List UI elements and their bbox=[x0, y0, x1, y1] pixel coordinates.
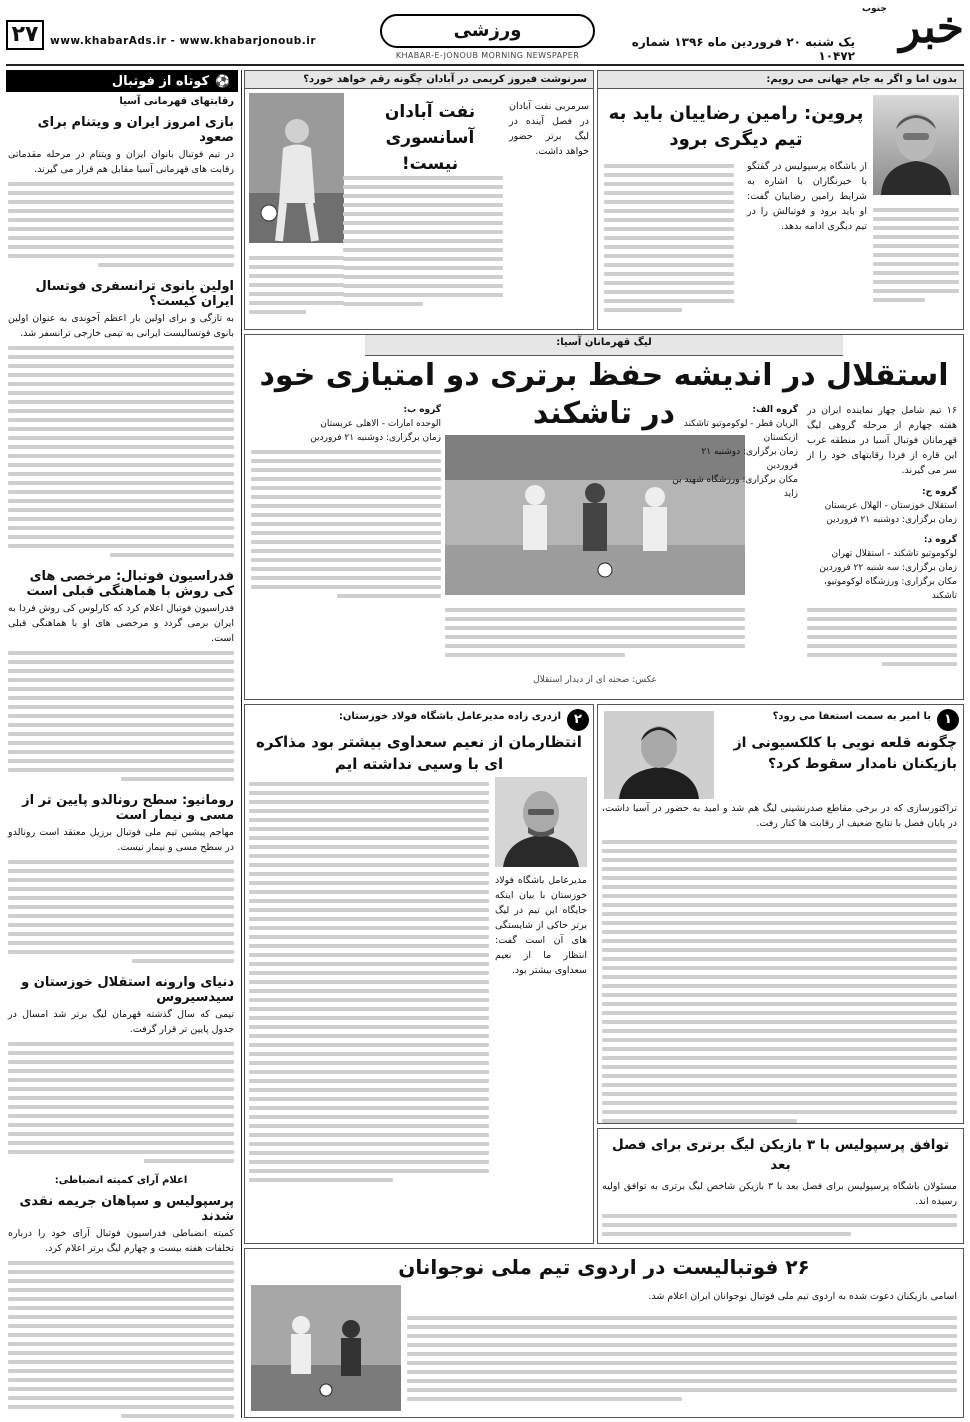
sidebar-text-lines-6 bbox=[8, 1261, 234, 1418]
karimi-photo bbox=[249, 93, 344, 243]
story-4-text-lines bbox=[407, 1311, 957, 1406]
main-right-text-lines bbox=[807, 608, 957, 666]
top-middle-body: سرمربی نفت آبادان در فصل آینده در لیگ برتر حضور خواهد داشت. bbox=[509, 101, 589, 157]
sidebar-body-1: در تیم فوتبال بانوان ایران و ویتنام در مرحله مقدماتی رقابت های قهرمانی آسیا مقابل هم قرار می گیرند. bbox=[8, 149, 234, 175]
page-number-box bbox=[6, 20, 44, 50]
sidebar-headline-4: رومانیو: سطح رونالدو پایین تر از مسی و نیمار است bbox=[22, 793, 234, 823]
masthead-rule bbox=[6, 64, 964, 66]
story-2-kicker: ازدری زاده مدیرعامل باشگاه فولاد خوزستان: bbox=[338, 711, 561, 722]
sidebar-divider bbox=[241, 70, 242, 1418]
sidebar-kicker-1: رقابتهای قهرمانی آسیا bbox=[119, 96, 234, 107]
group-b-line-1: الوحده امارات - الاهلی عربستان bbox=[320, 419, 441, 429]
group-c-line-2: زمان برگزاری: دوشنبه ۲۱ فروردین bbox=[826, 515, 957, 525]
main-left-text-lines bbox=[251, 450, 441, 598]
story-3-text-lines bbox=[602, 1209, 957, 1241]
websites[interactable]: www.khabarAds.ir - www.khabarjonoub.ir bbox=[50, 35, 317, 47]
story-main bbox=[244, 334, 964, 700]
sidebar-title: کوتاه از فوتبال bbox=[111, 73, 210, 89]
main-bottom-text-lines bbox=[445, 603, 745, 662]
logo[interactable] bbox=[860, 4, 964, 62]
group-a-title: گروه الف: bbox=[752, 405, 798, 415]
story-2-headline: انتظارمان از نعیم سعداوی بیشتر بود مذاکره ای با وسیی نداشته ایم bbox=[256, 733, 582, 773]
group-b-line-2: زمان برگزاری: دوشنبه ۲۱ فروردین bbox=[310, 433, 441, 443]
main-groups-left bbox=[251, 403, 441, 603]
story-2-body: مدیرعامل باشگاه فولاد خوزستان با بیان اینکه جایگاه این تیم در لیگ برتر حاکی از شایستگی های آن است گفت: انتظار ما از نعیم سعداوی بیشتر بود. bbox=[495, 875, 587, 976]
story-4-headline: ۲۶ فوتبالیست در اردوی تیم ملی نوجوانان bbox=[398, 1255, 810, 1279]
group-a-line-3: مکان برگزاری: ورزشگاه شهید بن زاید bbox=[672, 475, 798, 499]
sidebar-headline-3: فدراسیون فوتبال: مرخصی های کی روش با هماهنگی قبلی است bbox=[26, 569, 234, 599]
page-number: ۲۷ bbox=[11, 22, 39, 47]
ball-icon: ⚽ bbox=[215, 74, 230, 88]
sidebar-text-lines-1 bbox=[8, 182, 234, 267]
group-c-line-1: استقلال خوزستان - الهلال عربستان bbox=[824, 501, 957, 511]
sidebar-headline-2: اولین بانوی ترانسفری فوتسال ایران کیست؟ bbox=[35, 279, 234, 309]
section-tab bbox=[380, 14, 595, 48]
group-c bbox=[807, 485, 957, 527]
top-middle-text-lines-2 bbox=[249, 251, 344, 319]
sidebar bbox=[6, 70, 238, 1418]
portrait-illustration bbox=[604, 711, 714, 799]
story-2-text-lines bbox=[249, 777, 489, 1187]
story-1-headline: چگونه قلعه نویی با کلکسیونی از بازیکنان نامدار سقوط کرد؟ bbox=[733, 735, 957, 772]
top-middle-headline: نفت آبادان آسانسوری نیست! bbox=[384, 102, 476, 174]
group-d-title: گروه د: bbox=[923, 535, 957, 545]
players-illustration bbox=[251, 1285, 401, 1411]
group-a-line-2: زمان برگزاری: دوشنبه ۲۱ فروردین bbox=[701, 447, 798, 471]
group-d bbox=[807, 533, 957, 603]
main-intro: ۱۶ تیم شامل چهار نماینده ایران در هفته چهارم از مرحله گروهی لیگ قهرمانان فوتبال آسیا در منطقه غرب این قاره از فردا رقابتهای خود را از سر می گیرند. bbox=[807, 405, 957, 476]
sidebar-text-lines-2 bbox=[8, 346, 234, 557]
story-1-badge: ۱ bbox=[937, 709, 959, 731]
main-headline: استقلال در اندیشه حفظ برتری دو امتیازی خود در تاشکند bbox=[259, 358, 949, 431]
story-2-badge: ۲ bbox=[567, 709, 589, 731]
logo-main: خبر bbox=[899, 2, 964, 53]
sidebar-kicker-6: اعلام آرای کمیته انضباطی: bbox=[54, 1175, 188, 1186]
group-c-title: گروه ج: bbox=[922, 487, 957, 497]
portrait-illustration bbox=[873, 95, 959, 195]
group-b-title: گروه ب: bbox=[403, 405, 441, 415]
main-groups-right bbox=[807, 485, 957, 671]
group-a-line-1: الریان قطر - لوکوموتیو تاشکند ازبکستان bbox=[683, 419, 798, 443]
sidebar-headline-1: بازی امروز ایران و ویتنام برای صعود bbox=[37, 115, 234, 145]
players-illustration bbox=[249, 93, 344, 243]
sidebar-title-bar bbox=[6, 70, 238, 92]
story-3-headline: توافق پرسپولیس با ۳ بازیکن لیگ برتری برای فصل بعد bbox=[612, 1137, 949, 1173]
story-2-foolad bbox=[244, 704, 594, 1244]
sidebar-headline-6: پرسپولیس و سپاهان جریمه نقدی شدند bbox=[19, 1194, 234, 1224]
top-right-kicker: بدون اما و اگر به جام جهانی می رویم: bbox=[598, 71, 963, 89]
story-4-youth-team bbox=[244, 1248, 964, 1418]
sidebar-body-2: به تازگی و برای اولین بار اعظم آخوندی به عنوان اولین بانوی فوتسالیست ایرانی به تیمی خارجی ترانسفر شد. bbox=[8, 313, 234, 339]
sidebar-text-lines-5 bbox=[8, 1042, 234, 1163]
sidebar-body-5: تیمی که سال گذشته قهرمان لیگ برتر شد امسال در جدول پایین تر قرار گرفت. bbox=[8, 1009, 234, 1035]
story-3-body: مسئولان باشگاه پرسپولیس برای فصل بعد با ۳ بازیکن شاخص لیگ برتری به توافق اولیه رسیده اند. bbox=[602, 1181, 958, 1207]
main-kicker: لیگ قهرمانان آسیا: bbox=[365, 335, 843, 356]
main-groups-center bbox=[668, 403, 798, 501]
group-d-line-2: زمان برگزاری: سه شنبه ۲۲ فروردین bbox=[819, 563, 957, 573]
story-top-middle bbox=[244, 70, 594, 330]
sidebar-text-lines-3 bbox=[8, 651, 234, 781]
story-3-persepolis bbox=[597, 1128, 964, 1244]
top-right-headline: پروین: رامین رضاییان باید به تیم دیگری برود bbox=[608, 103, 864, 150]
top-middle-text-lines bbox=[343, 171, 503, 311]
sidebar-headline-5: دنیای وارونه استقلال خوزستان و سیدسیروس bbox=[21, 975, 234, 1005]
story-1-ghalenoei bbox=[597, 704, 964, 1124]
top-middle-kicker: سرنوشت فیروز کریمی در آبادان چگونه رقم خواهد خورد؟ bbox=[245, 71, 593, 89]
sidebar-text-lines-4 bbox=[8, 860, 234, 963]
story-1-body: تراکتورسازی که در برخی مقاطع صدرنشینی لیگ هم شد و امید به حضور در آسیا داشت، در پایان فصل با نتایج ضعیف از رقابت ها کنار رفت. bbox=[602, 803, 957, 829]
ghalenoei-photo bbox=[604, 711, 714, 799]
top-right-body: از باشگاه پرسپولیس در گفتگو با خبرنگاران با اشاره به شرایط رامین رضاییان گفت: او باید برود و فوتبالش را در تیم دیگری ادامه بدهد. bbox=[747, 161, 867, 232]
top-right-text-lines-2 bbox=[873, 203, 959, 307]
english-name: KHABAR-E-JONOUB MORNING NEWSPAPER bbox=[395, 51, 580, 60]
story-4-body: اسامی بازیکنان دعوت شده به اردوی تیم ملی فوتبال نوجوانان ایران اعلام شد. bbox=[648, 1291, 957, 1302]
sidebar-body-6: کمیته انضباطی فدراسیون فوتبال آرای خود را درباره تخلفات هفته بیست و چهارم لیگ برتر اعلام کرد. bbox=[8, 1228, 234, 1254]
sidebar-body-4: مهاجم پیشین تیم ملی فوتبال برزیل معتقد است رونالدو در سطح مسی و نیمار نیست. bbox=[8, 827, 234, 853]
story-1-kicker: با امیر به سمت استعفا می رود؟ bbox=[772, 711, 931, 722]
section-title: ورزشی bbox=[453, 20, 522, 41]
main-caption: عکس: صحنه ای از دیدار استقلال bbox=[533, 675, 657, 685]
group-d-line-3: مکان برگزاری: ورزشگاه لوکوموتیو، تاشکند bbox=[824, 577, 957, 601]
story-1-text-lines bbox=[602, 835, 957, 1128]
youth-team-photo bbox=[251, 1285, 401, 1411]
parvin-photo bbox=[873, 95, 959, 195]
portrait-illustration bbox=[495, 777, 587, 867]
issue-line: یک شنبه ۲۰ فروردین ماه ۱۳۹۶ شماره ۱۰۴۷۲ bbox=[631, 35, 855, 63]
logo-sub: جنوب bbox=[862, 4, 887, 14]
sidebar-body-3: فدراسیون فوتبال اعلام کرد که کارلوس کی روش فردا به ایران برمی گردد و مرخصی های او با هماهنگی قبلی است. bbox=[8, 603, 234, 644]
masthead bbox=[0, 0, 970, 70]
azdari-photo bbox=[495, 777, 587, 867]
group-d-line-1: لوکوموتیو تاشکند - استقلال تهران bbox=[831, 549, 957, 559]
story-top-right bbox=[597, 70, 964, 330]
top-right-text-lines bbox=[604, 159, 734, 317]
